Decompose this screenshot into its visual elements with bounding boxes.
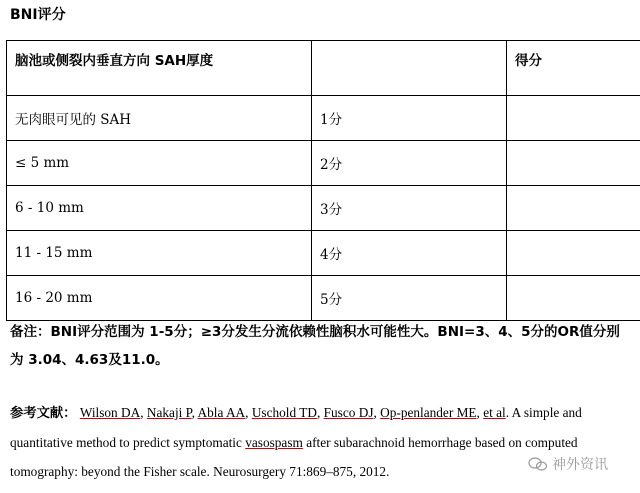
table-cell-score (507, 231, 640, 276)
table-header-cell (312, 41, 507, 96)
table-cell-thickness: 11 - 15 mm (7, 231, 312, 276)
table-cell-points: 4分 (312, 231, 507, 276)
watermark (528, 454, 608, 474)
table-cell-points: 2分 (312, 141, 507, 186)
watermark-text: 神外资讯 (552, 457, 608, 473)
table-row (7, 231, 640, 276)
reference-author: Uschold TD (251, 405, 317, 420)
table-cell-points: 5分 (312, 276, 507, 321)
table-header-cell: 脑池或侧裂内垂直方向 SAH厚度 (7, 41, 312, 96)
table-cell-score (507, 186, 640, 231)
table-row (7, 141, 640, 186)
reference-text: A simple and quantitative method to predict symptomatic (10, 405, 582, 450)
table-cell-points: 3分 (312, 186, 507, 231)
reference-author: Abla AA (197, 405, 246, 420)
table-cell-thickness: ≤ 5 mm (7, 141, 312, 186)
table-header-row (7, 41, 640, 96)
reference-text: after subarachnoid hemorrhage based on computed tomography: beyond the Fisher scale. Neurosurgery 71:869–875, 2012. (10, 435, 578, 479)
table-cell-score (507, 276, 640, 321)
reference-author: et al (483, 405, 506, 420)
reference-author: Fusco DJ (323, 405, 374, 420)
note-paragraph: 备注：BNI评分范围为 1-5分；≥3分发生分流依赖性脑积水可能性大。BNI=3、4、5分的OR值分别为 3.04、4.63及11.0。 (10, 324, 620, 368)
page-title: BNI评分 (10, 7, 66, 23)
table-row (7, 186, 640, 231)
wechat-icon (528, 457, 548, 471)
table-cell-thickness: 6 - 10 mm (7, 186, 312, 231)
table-row (7, 96, 640, 141)
table-row (7, 276, 640, 321)
reference-label: 参考文献： (10, 406, 77, 421)
reference-author: Nakaji P (146, 405, 192, 420)
table-cell-points: 1分 (312, 96, 507, 141)
reference-keyword: vasospasm (245, 435, 303, 450)
reference-paragraph: 参考文献： Wilson DA, Nakaji P, Abla AA, Uschold TD, Fusco DJ, Op-penlander ME, et al. A simple and quantitative method to predict symptomatic vasospasm after subarachnoid hemorrhage based on computed tomography: beyond the Fisher scale. Neurosurgery 71:869–875, 2012. (10, 405, 582, 479)
bni-score-table (6, 40, 640, 321)
table-header-cell: 得分 (507, 41, 640, 96)
table-cell-thickness: 16 - 20 mm (7, 276, 312, 321)
table-cell-score (507, 96, 640, 141)
reference-author: Wilson DA (79, 405, 141, 420)
table-cell-thickness: 无肉眼可见的 SAH (7, 96, 312, 141)
table-cell-score (507, 141, 640, 186)
reference-author: Op-penlander ME (380, 405, 477, 420)
